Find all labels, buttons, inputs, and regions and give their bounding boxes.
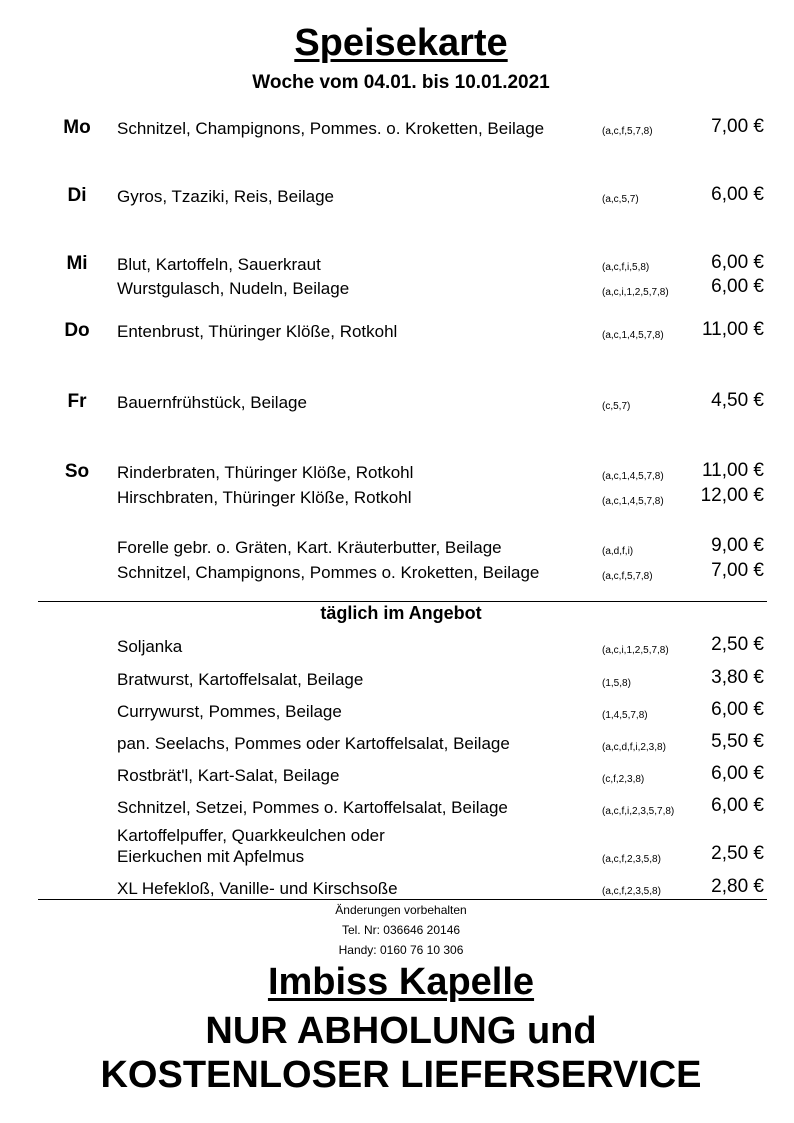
dish-price: 6,00 €	[711, 795, 764, 816]
dish-price: 9,00 €	[711, 535, 764, 556]
dish-name: pan. Seelachs, Pommes oder Kartoffelsalat, Beilage	[117, 734, 510, 753]
dish-name: Gyros, Tzaziki, Reis, Beilage	[117, 187, 334, 206]
dish-price: 4,50 €	[711, 390, 764, 411]
dish-price: 12,00 €	[700, 485, 764, 506]
allergen-codes: (a,c,i,1,2,5,7,8)	[602, 287, 669, 298]
dish-price: 11,00 €	[702, 319, 764, 340]
pickup-note: NUR ABHOLUNG und	[205, 1010, 597, 1052]
dish-name: Schnitzel, Setzei, Pommes o. Kartoffelsalat, Beilage	[117, 798, 508, 817]
allergen-codes: (a,c,f,i,2,3,5,7,8)	[602, 806, 675, 817]
allergen-codes: (a,d,f,i)	[602, 546, 634, 557]
dish-name: Soljanka	[117, 637, 183, 656]
allergen-codes: (a,c,f,i,5,8)	[602, 262, 650, 273]
day-label-so: So	[64, 461, 90, 482]
dish-price: 6,00 €	[711, 276, 764, 297]
day-label-do: Do	[64, 320, 90, 341]
allergen-codes: (a,c,1,4,5,7,8)	[602, 330, 664, 341]
dish-price: 5,50 €	[711, 731, 764, 752]
week-range: Woche vom 04.01. bis 10.01.2021	[252, 72, 550, 93]
allergen-codes: (a,c,i,1,2,5,7,8)	[602, 645, 669, 656]
allergen-codes: (c,5,7)	[602, 401, 631, 412]
dish-name: Bauernfrühstück, Beilage	[117, 393, 307, 412]
allergen-codes: (1,4,5,7,8)	[602, 710, 648, 721]
phone-number: Tel. Nr: 036646 20146	[341, 923, 461, 937]
dish-price: 6,00 €	[711, 699, 764, 720]
day-label-mi: Mi	[66, 253, 88, 274]
dish-name-line2: Eierkuchen mit Apfelmus	[117, 847, 305, 866]
dish-price: 6,00 €	[711, 763, 764, 784]
day-label-mo: Mo	[63, 117, 91, 138]
dish-name: XL Hefekloß, Vanille- und Kirschsoße	[117, 879, 398, 898]
dish-name: Rinderbraten, Thüringer Klöße, Rotkohl	[117, 463, 414, 482]
divider-bottom	[38, 899, 767, 900]
dish-price: 2,50 €	[711, 634, 764, 655]
allergen-codes: (a,c,1,4,5,7,8)	[602, 471, 664, 482]
allergen-codes: (c,f,2,3,8)	[602, 774, 645, 785]
dish-name: Currywurst, Pommes, Beilage	[117, 702, 342, 721]
allergen-codes: (1,5,8)	[602, 678, 631, 689]
allergen-codes: (a,c,1,4,5,7,8)	[602, 496, 664, 507]
dish-price: 2,50 €	[711, 843, 764, 864]
day-label-fr: Fr	[67, 391, 87, 412]
dish-price: 2,80 €	[711, 876, 764, 897]
dish-name: Blut, Kartoffeln, Sauerkraut	[117, 255, 321, 274]
delivery-note: KOSTENLOSER LIEFERSERVICE	[100, 1054, 702, 1096]
divider-top	[38, 601, 767, 602]
dish-name: Entenbrust, Thüringer Klöße, Rotkohl	[117, 322, 398, 341]
dish-price: 3,80 €	[711, 667, 764, 688]
allergen-codes: (a,c,5,7)	[602, 194, 639, 205]
dish-price: 11,00 €	[702, 460, 764, 481]
changes-note: Änderungen vorbehalten	[335, 903, 467, 917]
dish-name: Hirschbraten, Thüringer Klöße, Rotkohl	[117, 488, 412, 507]
allergen-codes: (a,c,f,5,7,8)	[602, 571, 653, 582]
dish-price: 7,00 €	[711, 116, 764, 137]
dish-name: Wurstgulasch, Nudeln, Beilage	[117, 279, 350, 298]
allergen-codes: (a,c,f,2,3,5,8)	[602, 886, 661, 897]
dish-price: 7,00 €	[711, 560, 764, 581]
dish-name: Bratwurst, Kartoffelsalat, Beilage	[117, 670, 364, 689]
dish-name: Forelle gebr. o. Gräten, Kart. Kräuterbutter, Beilage	[117, 538, 502, 557]
daily-heading: täglich im Angebot	[320, 603, 482, 623]
mobile-number: Handy: 0160 76 10 306	[338, 943, 464, 957]
shop-name: Imbiss Kapelle	[267, 961, 535, 1003]
allergen-codes: (a,c,f,2,3,5,8)	[602, 854, 661, 865]
dish-name: Kartoffelpuffer, Quarkkeulchen oder	[117, 826, 385, 845]
dish-name: Schnitzel, Champignons, Pommes. o. Kroketten, Beilage	[117, 119, 545, 138]
dish-name: Schnitzel, Champignons, Pommes o. Kroketten, Beilage	[117, 563, 540, 582]
page-title: Speisekarte	[294, 22, 508, 64]
allergen-codes: (a,c,d,f,i,2,3,8)	[602, 742, 666, 753]
allergen-codes: (a,c,f,5,7,8)	[602, 126, 653, 137]
day-label-di: Di	[67, 185, 87, 206]
dish-name: Rostbrät'l, Kart-Salat, Beilage	[117, 766, 340, 785]
dish-price: 6,00 €	[711, 252, 764, 273]
dish-price: 6,00 €	[711, 184, 764, 205]
